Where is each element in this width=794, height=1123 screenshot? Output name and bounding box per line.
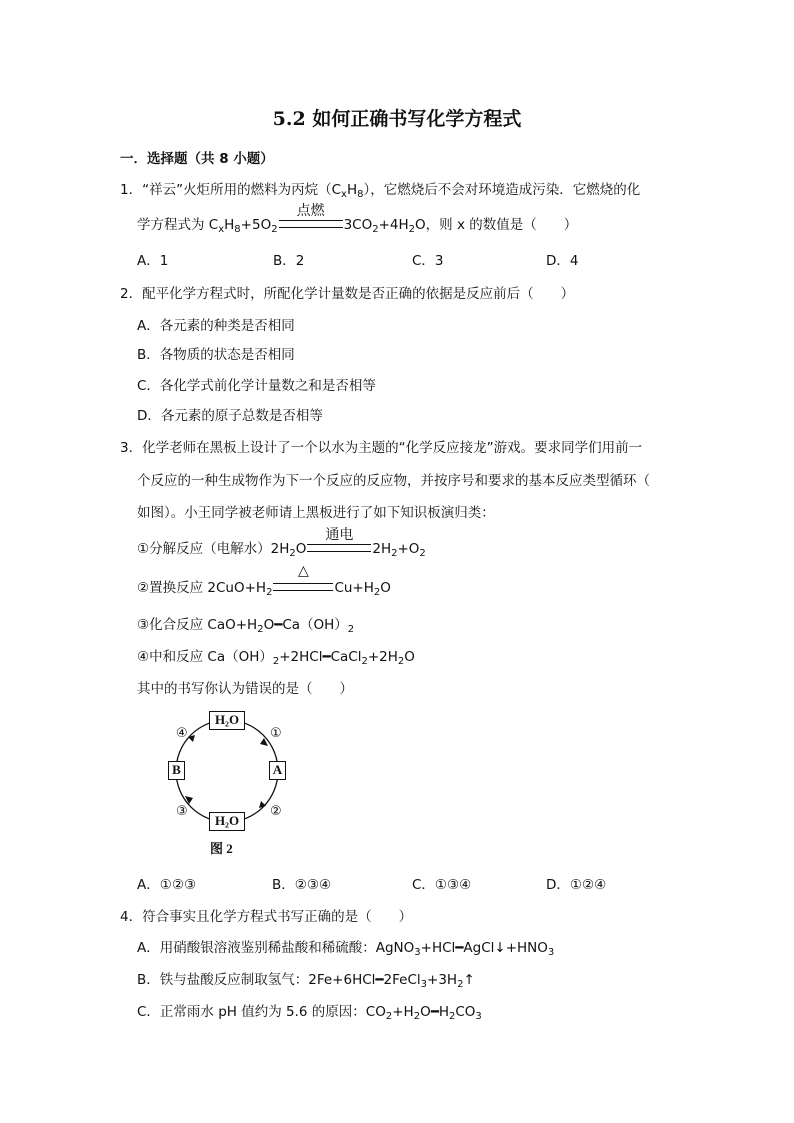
cycle-step-3: ③: [176, 804, 188, 819]
figure-caption: 图 2: [210, 841, 233, 856]
q2-option-d[interactable]: D．各元素的原子总数是否相等: [137, 408, 323, 424]
condition-label: 点燃: [296, 203, 325, 219]
page-title: 5.2 如何正确书写化学方程式: [272, 108, 522, 130]
q2-option-c[interactable]: C．各化学式前化学计量数之和是否相等: [137, 378, 376, 394]
q2-stem: 2．配平化学方程式时，所配化学计量数是否正确的依据是反应前后（ ）: [120, 286, 575, 302]
q1-option-c[interactable]: C．3: [412, 253, 444, 269]
q2-option-a[interactable]: A．各元素的种类是否相同: [137, 318, 295, 334]
q1-option-a[interactable]: A．1: [137, 253, 169, 269]
q4-stem: 4．符合事实且化学方程式书写正确的是（ ）: [120, 909, 413, 925]
q3-reaction-4: ④中和反应 $Ca(OH)_2+2HCl━CaCl_2+2H_2O$: [137, 649, 415, 667]
q3-stem-line1: 3．化学老师在黑板上设计了一个以水为主题的“化学反应接龙”游戏。要求同学们用前一: [120, 440, 643, 456]
reaction-arrow: [279, 203, 343, 228]
q2-option-b[interactable]: B．各物质的状态是否相同: [137, 347, 295, 363]
q1-equation-line: 学方程式为 $C_xH_8+5O_2$ 点燃 $3CO_2+4H_2O$，则 x 的数值是（ ）: [137, 213, 577, 233]
reaction-arrow: [273, 563, 333, 591]
q3-option-b[interactable]: B．②③④: [272, 877, 332, 893]
q3-ask: 其中的书写你认为错误的是（ ）: [137, 681, 353, 697]
q1-option-d[interactable]: D．4: [546, 253, 579, 269]
reaction-cycle-figure: [165, 708, 305, 858]
q3-stem-line3: 如图）。小王同学被老师请上黑板进行了如下知识板演归类：: [137, 505, 495, 521]
q4-option-c[interactable]: C．正常雨水 pH 值约为 5.6 的原因：$CO_2+H_2O━H_2CO_3$: [137, 1004, 482, 1022]
bottom-h2o-box: H₂O: [209, 812, 245, 831]
q3-reaction-3: ③化合反应 $CaO+H_2O━Ca(OH)_2$: [137, 617, 355, 635]
cycle-step-2: ②: [270, 804, 282, 819]
q3-option-c[interactable]: C．①③④: [412, 877, 472, 893]
section-heading: 一．选择题（共 8 小题）: [120, 151, 274, 167]
cycle-step-1: ①: [270, 726, 282, 741]
reaction-arrow: [307, 527, 371, 552]
q3-reaction-2: ②置换反应 $2CuO+H_2$ △ $Cu+H_2O$: [137, 563, 391, 598]
box-a: A: [269, 761, 286, 780]
top-h2o-box: H₂O: [209, 711, 245, 730]
q3-stem-line2: 个反应的一种生成物作为下一个反应的反应物，并按序号和要求的基本反应类型循环（: [137, 473, 650, 489]
condition-label: 通电: [325, 527, 354, 543]
cycle-step-4: ④: [176, 726, 188, 741]
q4-option-b[interactable]: B．铁与盐酸反应制取氢气：$2Fe+6HCl━2FeCl_3+3H_2↑$: [137, 972, 475, 990]
condition-label: △: [298, 563, 309, 579]
box-b: B: [168, 761, 185, 780]
q3-reaction-1: ①分解反应（电解水）$2H_2O$ 通电 $2H_2+O_2$: [137, 537, 426, 557]
q3-option-a[interactable]: A．①②③: [137, 877, 197, 893]
q1-stem-line1: 1．“祥云”火炬所用的燃料为丙烷$(C_xH_8)$，它燃烧后不会对环境造成污染．它燃烧的化: [120, 182, 641, 200]
q3-option-d[interactable]: D．①②④: [546, 877, 607, 893]
q1-option-b[interactable]: B．2: [273, 253, 305, 269]
q4-option-a[interactable]: A．用硝酸银溶液鉴别稀盐酸和稀硫酸：$AgNO_3+HCl━AgCl↓+HNO_3$: [137, 940, 555, 958]
